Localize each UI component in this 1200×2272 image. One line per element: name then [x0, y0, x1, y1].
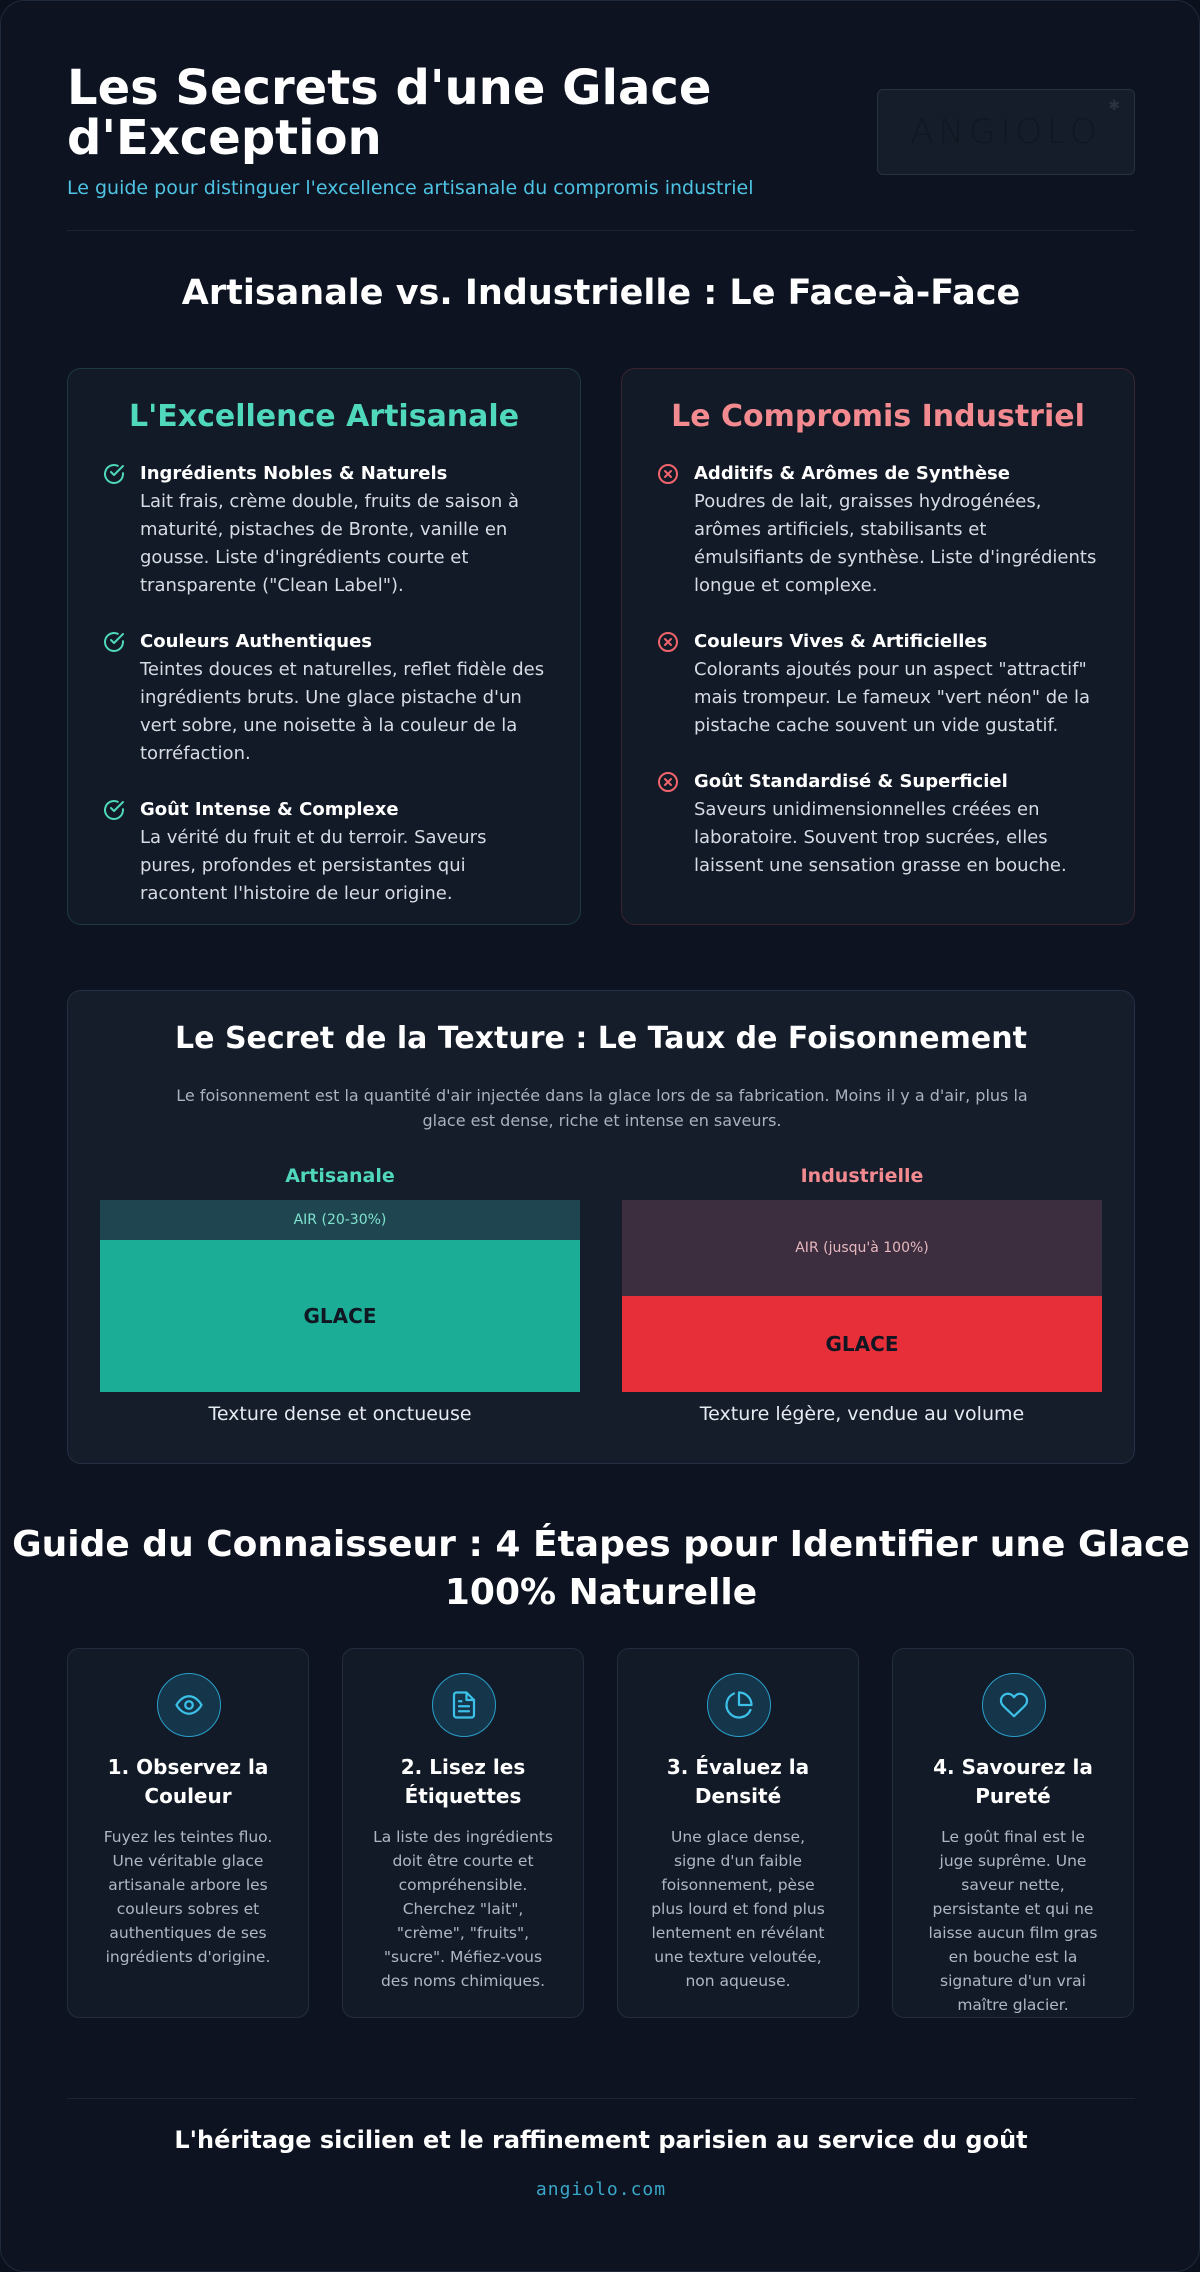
x-circle-icon	[656, 460, 694, 600]
artisanal-item-heading: Couleurs Authentiques	[140, 631, 373, 652]
footer-tagline: L'héritage sicilien et le raffinement parisien au service du goût	[174, 2126, 1028, 2154]
x-circle-icon	[656, 768, 694, 880]
check-circle-icon	[102, 796, 140, 908]
document-icon	[432, 1673, 496, 1737]
texture-description: Le foisonnement est la quantité d'air injectée dans la glace lors de sa fabrication. Moins il y a d'air, plus la glace est dense, riche et intense en saveurs.	[176, 1086, 1028, 1130]
page-title: Les Secrets d'une Glace d'Exception	[67, 60, 712, 166]
heart-icon	[982, 1673, 1046, 1737]
step-text: Une glace dense, signe d'un faible foisonnement, pèse plus lourd et fond plus lentement en révélant une texture veloutée, non aqueuse.	[651, 1828, 825, 1990]
industrial-item-text: Poudres de lait, graisses hydrogénées, arômes artificiels, stabilisants et émulsifiants de synthèse. Liste d'ingrédients longue et complexe.	[694, 491, 1097, 596]
comparison-title: Artisanale vs. Industrielle : Le Face-à-Face	[181, 273, 1021, 313]
artisanal-item-heading: Ingrédients Nobles & Naturels	[140, 463, 448, 484]
artisanal-ice-segment: GLACE	[100, 1240, 580, 1392]
eye-icon	[157, 1673, 221, 1737]
industrial-item	[656, 768, 1100, 880]
industrial-card	[621, 368, 1135, 925]
artisanal-texture-bar	[100, 1200, 580, 1392]
artisanal-item-heading: Goût Intense & Complexe	[140, 799, 399, 820]
industrial-item-text: Colorants ajoutés pour un aspect "attractif" mais trompeur. Le fameux "vert néon" de la pistache cache souvent un vide gustatif.	[694, 659, 1090, 736]
industrial-texture-caption: Texture légère, vendue au volume	[699, 1403, 1025, 1425]
guide-title: Guide du Connaisseur : 4 Étapes pour Identifier une Glace 100% Naturelle	[12, 1524, 1190, 1613]
logo-wordmark: ANGIOLO	[910, 112, 1102, 152]
artisanal-texture-caption: Texture dense et onctueuse	[208, 1403, 472, 1425]
check-circle-icon	[102, 460, 140, 600]
footer-website-link[interactable]: angiolo.com	[535, 2179, 667, 2200]
industrial-item	[656, 460, 1100, 600]
check-circle-icon	[102, 628, 140, 768]
step-text: Fuyez les teintes fluo. Une véritable glace artisanale arbore les couleurs sobres et authentiques de ses ingrédients d'origine.	[103, 1828, 273, 1966]
industrial-item-heading: Couleurs Vives & Artificielles	[694, 631, 988, 652]
artisanal-item	[102, 628, 546, 768]
artisanal-item-text: Teintes douces et naturelles, reflet fidèle des ingrédients bruts. Une glace pistache d'un vert sobre, une noisette à la couleur de la torréfaction.	[140, 659, 545, 764]
pie-chart-icon	[707, 1673, 771, 1737]
industrial-column-label: Industrielle	[800, 1165, 924, 1187]
step-text: Le goût final est le juge suprême. Une saveur nette, persistante et qui ne laisse aucun film gras en bouche est la signature d'un vrai maître glacier.	[928, 1828, 1098, 2014]
industrial-item	[656, 628, 1100, 740]
step-text: La liste des ingrédients doit être courte et compréhensible. Cherchez "lait", "crème", "fruits", "sucre". Méfiez-vous des noms chimiques.	[373, 1828, 553, 1990]
industrial-card-title: Le Compromis Industriel	[671, 399, 1085, 434]
artisanal-item-text: La vérité du fruit et du terroir. Saveurs pures, profondes et persistantes qui racontent l'histoire de leur origine.	[140, 827, 487, 904]
industrial-texture-bar	[622, 1200, 1102, 1392]
x-circle-icon	[656, 628, 694, 740]
header-divider	[67, 230, 1135, 231]
step-card	[892, 1648, 1134, 2018]
artisanal-column-label: Artisanale	[285, 1165, 395, 1187]
industrial-ice-segment: GLACE	[622, 1296, 1102, 1392]
step-card	[617, 1648, 859, 2018]
artisanal-card	[67, 368, 581, 925]
step-title: 1. Observez la Couleur	[107, 1755, 269, 1808]
logo-star-icon: ✱	[1108, 98, 1120, 114]
page-subtitle: Le guide pour distinguer l'excellence artisanale du compromis industriel	[67, 177, 754, 199]
industrial-item-heading: Additifs & Arômes de Synthèse	[694, 463, 1010, 484]
step-card	[342, 1648, 584, 2018]
artisanal-air-segment: AIR (20-30%)	[100, 1200, 580, 1240]
artisanal-item	[102, 460, 546, 600]
artisanal-item-text: Lait frais, crème double, fruits de saison à maturité, pistaches de Bronte, vanille en gousse. Liste d'ingrédients courte et transparente ("Clean Label").	[140, 491, 520, 596]
step-title: 3. Évaluez la Densité	[666, 1755, 810, 1808]
industrial-item-text: Saveurs unidimensionnelles créées en laboratoire. Souvent trop sucrées, elles laissent une sensation grasse en bouche.	[694, 799, 1067, 876]
footer-divider	[67, 2098, 1135, 2099]
step-title: 4. Savourez la Pureté	[933, 1755, 1093, 1808]
brand-logo[interactable]	[877, 89, 1135, 175]
step-title: 2. Lisez les Étiquettes	[400, 1755, 526, 1808]
texture-panel	[67, 990, 1135, 1464]
artisanal-item	[102, 796, 546, 908]
texture-title: Le Secret de la Texture : Le Taux de Foisonnement	[175, 1021, 1027, 1056]
industrial-item-heading: Goût Standardisé & Superficiel	[694, 771, 1008, 792]
step-card	[67, 1648, 309, 2018]
header	[67, 60, 1135, 233]
artisanal-card-title: L'Excellence Artisanale	[128, 399, 520, 434]
industrial-air-segment: AIR (jusqu'à 100%)	[622, 1200, 1102, 1296]
